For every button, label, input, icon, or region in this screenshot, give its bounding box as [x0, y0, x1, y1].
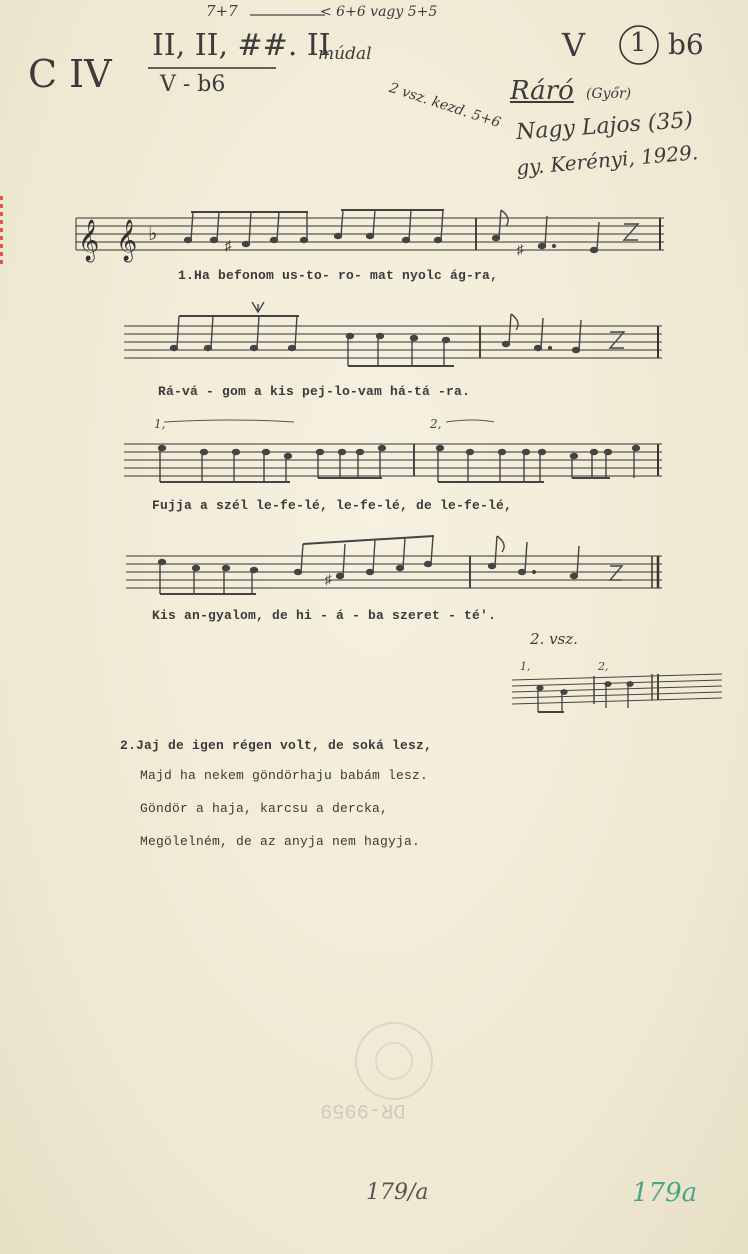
performer-name: Nagy Lajos (35)	[515, 107, 694, 146]
variant-label: 2. vsz.	[530, 630, 578, 648]
page-number-pencil: 179/a	[366, 1180, 429, 1205]
verse2-line-3: Göndör a haja, karcsu a dercka,	[140, 801, 389, 816]
svg-text:𝄞: 𝄞	[78, 220, 100, 261]
key-right-label: b6	[668, 28, 704, 61]
volta-2-variant: 2,	[598, 660, 609, 673]
lyrics-line-1: 1.Ha befonom us-to- ro- mat nyolc ág-ra,	[178, 268, 499, 283]
catalog-right-label: V	[562, 26, 586, 64]
music-staff-3	[124, 416, 674, 486]
genre-label: múdal	[318, 44, 372, 64]
volta-1-variant: 1,	[520, 660, 531, 673]
lyrics-line-4: Kis an-gyalom, de hi - á - ba szeret - té'.	[152, 608, 497, 623]
music-staff-2	[124, 300, 674, 370]
svg-text:♯: ♯	[324, 573, 333, 589]
volta-2-staff3: 2,	[430, 417, 442, 431]
place-name: Ráró	[510, 76, 574, 106]
collector-note: gy. Kerényi, 1929.	[515, 140, 700, 180]
page-number-green: 179a	[632, 1178, 698, 1208]
svg-text:♭: ♭	[148, 221, 158, 245]
fraction-bottom: V - b6	[160, 72, 226, 97]
fraction-sum: 7+7	[206, 2, 238, 20]
svg-text:♯: ♯	[516, 243, 525, 259]
fraction-top: II, II, ##. II	[152, 28, 331, 63]
lyrics-line-3: Fujja a szél le-fe-lé, le-fe-lé, de le-fe-lé,	[152, 498, 513, 513]
volta-1-staff3: 1,	[154, 417, 166, 431]
music-staff-4	[126, 536, 676, 596]
archive-stamp	[355, 1022, 433, 1100]
variant-staff	[512, 656, 732, 716]
verse2-line-4: Megölelném, de az anyja nem hagyja.	[140, 834, 421, 849]
verse2-line-1: 2.Jaj de igen régen volt, de soká lesz,	[120, 738, 433, 753]
red-edge-marks	[0, 196, 3, 266]
stamp-number: DR-9959	[320, 1098, 406, 1121]
top-note: < 6+6 vagy 5+5	[320, 4, 438, 20]
music-staff-1	[76, 210, 676, 270]
place-sub: (Győr)	[586, 86, 632, 102]
verse2-line-2: Majd ha nekem göndörhaju babám lesz.	[140, 768, 429, 783]
catalog-left-label: C IV	[28, 52, 112, 96]
top-note-dash	[250, 12, 330, 18]
circled-number: 1	[630, 28, 647, 58]
lyrics-line-2: Rá-vá - gom a kis pej-lo-vam há-tá -ra.	[158, 384, 471, 399]
fraction-line	[148, 66, 278, 70]
svg-text:♯: ♯	[224, 239, 233, 255]
verse-start-note: 2 vsz. kezd. 5+6	[387, 80, 503, 132]
svg-text:𝄞: 𝄞	[116, 220, 138, 261]
